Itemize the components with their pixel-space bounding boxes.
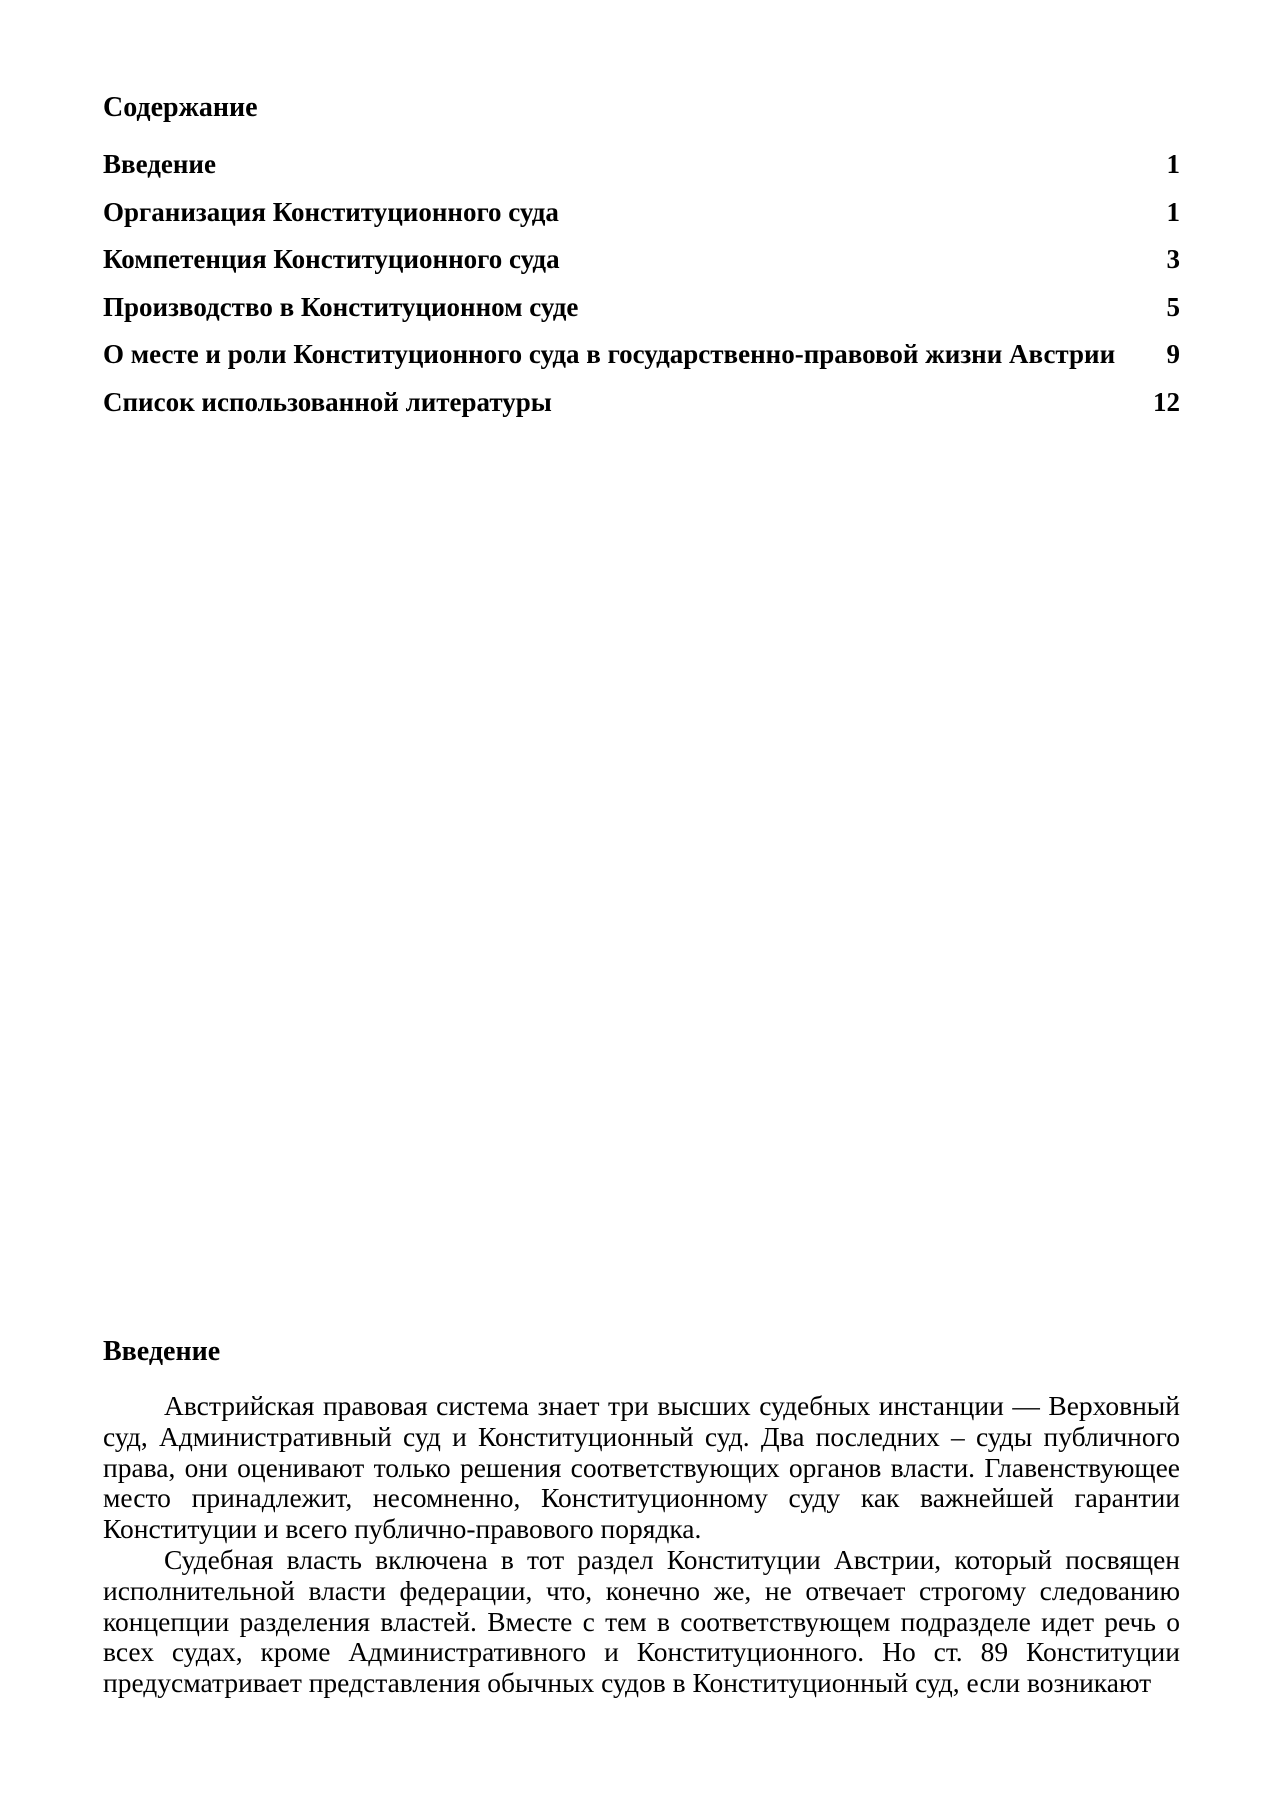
toc-entry-title: Производство в Конституционном суде bbox=[103, 291, 579, 322]
toc-entry-page: 1 bbox=[1166, 196, 1180, 227]
toc-entry-page: 9 bbox=[1166, 339, 1180, 369]
toc-entry[interactable] bbox=[103, 284, 1180, 332]
toc-entry[interactable] bbox=[103, 141, 1180, 189]
toc-entry-title: Введение bbox=[103, 149, 216, 179]
document-page bbox=[103, 0, 1180, 1811]
toc-entry-title: О месте и роли Конституционного суда в государственно-правовой жизни Австрии bbox=[103, 339, 1116, 369]
section-body bbox=[103, 1391, 1180, 1699]
table-of-contents bbox=[103, 141, 1180, 426]
toc-entry-page: 12 bbox=[1153, 386, 1180, 417]
toc-entry-page: 1 bbox=[1166, 149, 1180, 179]
toc-entry-title: Список использованной литературы bbox=[103, 386, 552, 417]
paragraph: Судебная власть включена в тот раздел Конституции Австрии, который посвящен исполнительной власти федерации, что, конечно же, не отвечает строгому следованию концепции разделения властей. Вместе с тем в соответствующем подразделе идет речь о всех судах, кроме Административного и Конституционного. Но ст. 89 Конституции предусматривает представления обычных судов в Конституционный суд, если возникают bbox=[103, 1543, 1180, 1699]
toc-entry[interactable] bbox=[103, 236, 1180, 284]
toc-heading: Содержание bbox=[103, 92, 258, 123]
paragraph: Австрийская правовая система знает три высших судебных инстанции — Верховный суд, Административный суд и Конституционный суд. Два последних – суды публичного права, они оценивают только решения соответствующих органов власти. Главенствующее место принадлежит, несомненно, Конституционному суду как важнейшей гарантии Конституции и всего публично-правового порядка. bbox=[103, 1390, 1180, 1545]
toc-entry[interactable] bbox=[103, 379, 1180, 427]
toc-entry-title: Компетенция Конституционного суда bbox=[103, 244, 560, 274]
section-heading: Введение bbox=[103, 1336, 221, 1367]
toc-entry-title: Организация Конституционного суда bbox=[103, 196, 559, 227]
toc-entry[interactable] bbox=[103, 189, 1180, 237]
toc-entry-page: 3 bbox=[1166, 244, 1180, 274]
toc-entry-page: 5 bbox=[1166, 291, 1180, 322]
toc-entry[interactable] bbox=[103, 331, 1180, 379]
